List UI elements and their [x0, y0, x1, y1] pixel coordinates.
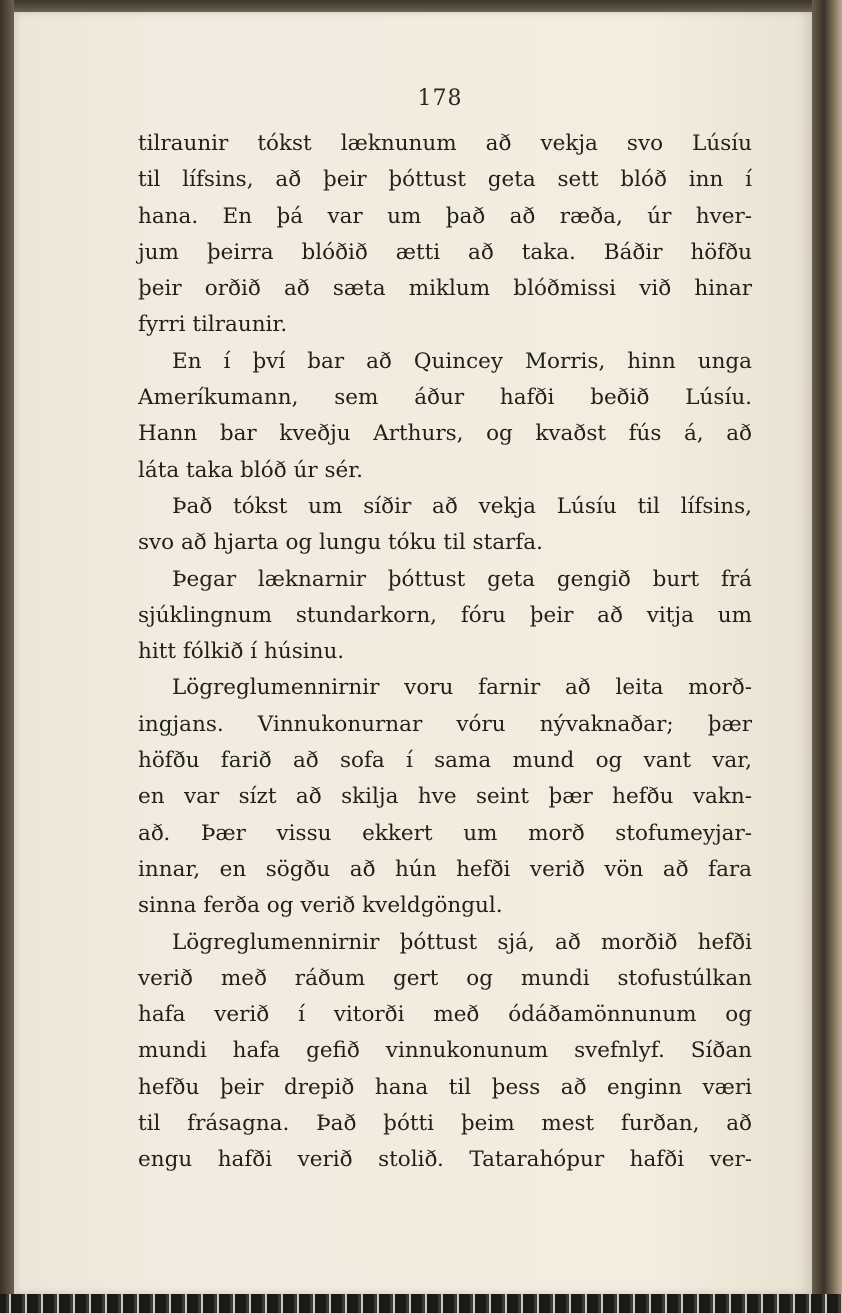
text-line: jum þeirra blóðið ætti að taka. Báðir höfðu	[138, 239, 752, 265]
top-binding-shadow	[0, 0, 842, 12]
text-line: þeir orðið að sæta miklum blóðmissi við hinar	[138, 276, 752, 302]
text-line: að. Þær vissu ekkert um morð stofumeyjar-	[138, 820, 752, 846]
text-line: mundi hafa gefið vinnukonunum svefnlyf. Síðan	[138, 1038, 752, 1064]
text-line: láta taka blóð úr sér.	[138, 457, 363, 483]
text-line: Þegar læknarnir þóttust geta gengið burt frá	[172, 566, 752, 592]
text-line: Lögreglumennirnir voru farnir að leita morð-	[172, 675, 752, 701]
text-line: til lífsins, að þeir þóttust geta sett blóð inn í	[138, 167, 752, 193]
text-line: fyrri tilraunir.	[138, 312, 288, 338]
left-page-edge	[0, 0, 14, 1313]
text-line: til frásagna. Það þótti þeim mest furðan, að	[138, 1111, 752, 1137]
text-line: Lögreglumennirnir þóttust sjá, að morðið hefði	[172, 929, 752, 955]
text-line: engu hafði verið stolið. Tatarahópur hafði ver-	[138, 1147, 752, 1173]
text-line: Hann bar kveðju Arthurs, og kvaðst fús á, að	[138, 421, 752, 447]
text-line: En í því bar að Quincey Morris, hinn unga	[172, 348, 752, 374]
text-line: hana. En þá var um það að ræða, úr hver-	[138, 203, 752, 229]
text-line: tilraunir tókst læknunum að vekja svo Lúsíu	[138, 131, 752, 156]
text-line: en var sízt að skilja hve seint þær hefðu vakn-	[138, 784, 752, 810]
text-line: ingjans. Vinnukonurnar vóru nývaknaðar; þær	[138, 711, 752, 737]
page-number: 178	[417, 86, 463, 111]
text-line: sinna ferða og verið kveldgöngul.	[138, 893, 503, 919]
text-line: hafa verið í vitorði með ódáðamönnunum og	[138, 1002, 752, 1028]
text-line: innar, en sögðu að hún hefði verið vön að fara	[138, 856, 752, 882]
text-line: Það tókst um síðir að vekja Lúsíu til lífsins,	[172, 493, 752, 519]
text-line: sjúklingnum stundarkorn, fóru þeir að vitja um	[138, 602, 752, 628]
text-line: Ameríkumann, sem áður hafði beðið Lúsíu.	[138, 385, 752, 411]
adjacent-page-edge	[812, 0, 842, 1313]
bottom-scan-edge	[0, 1294, 842, 1313]
body-text	[138, 126, 752, 1179]
text-line: verið með ráðum gert og mundi stofustúlkan	[138, 965, 752, 991]
text-line: höfðu farið að sofa í sama mund og vant var,	[138, 748, 752, 774]
text-line: svo að hjarta og lungu tóku til starfa.	[138, 530, 543, 556]
text-line: hitt fólkið í húsinu.	[138, 639, 345, 665]
text-line: hefðu þeir drepið hana til þess að enginn væri	[138, 1074, 752, 1100]
